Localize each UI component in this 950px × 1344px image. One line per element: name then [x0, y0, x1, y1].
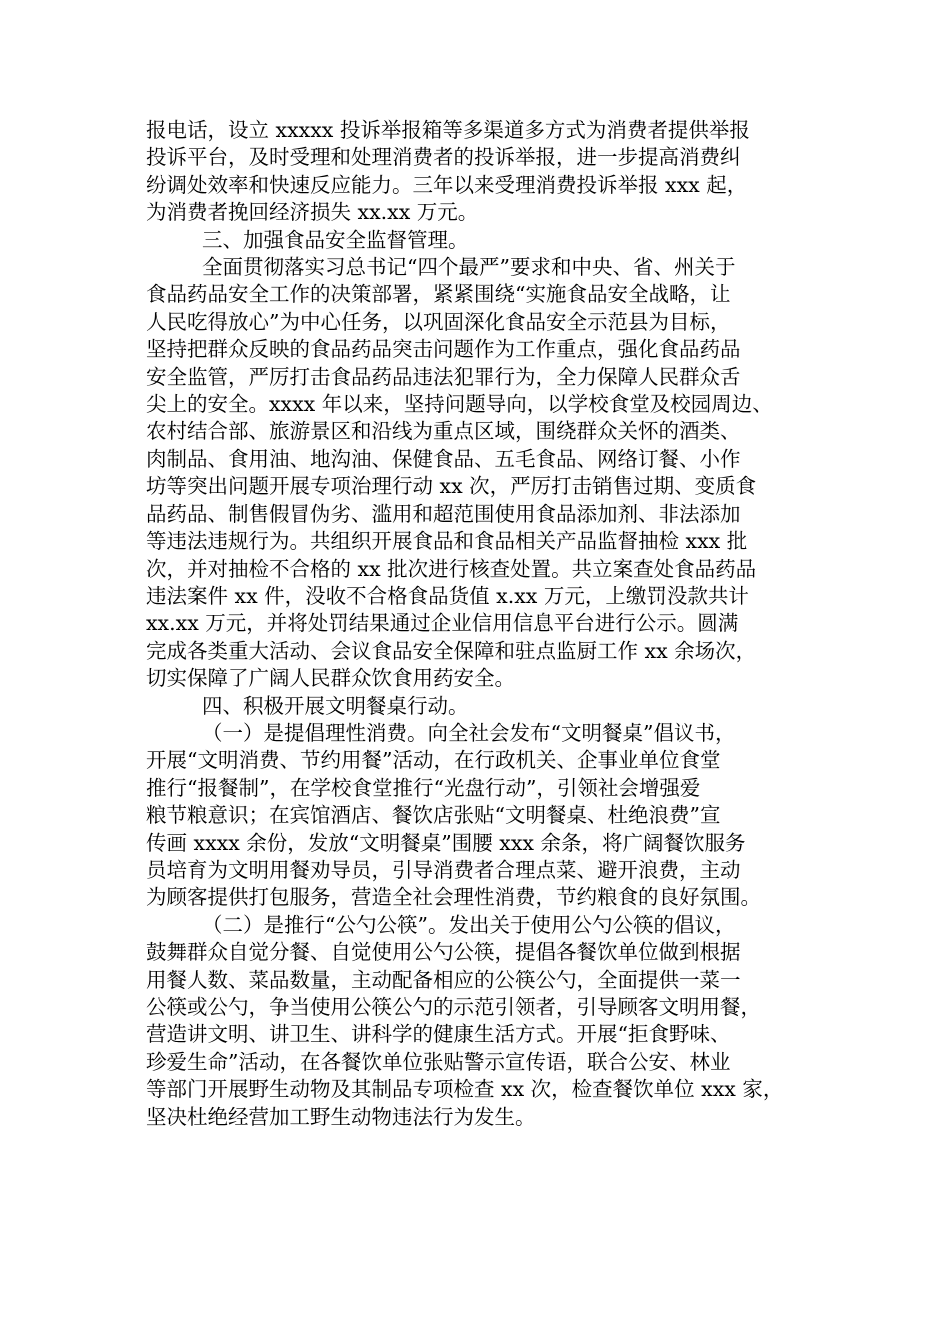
text-line: 农村结合部、旅游景区和沿线为重点区域，围绕群众关怀的酒类、 [146, 419, 741, 444]
text-line: 完成各类重大活动、会议食品安全保障和驻点监厨工作 xx 余场次， [146, 638, 757, 663]
paragraph-first-line: （二）是推行“公勺公筷”。发出关于使用公勺公筷的倡议， [202, 912, 736, 937]
text-line: 品药品、制售假冒伪劣、滥用和超范围使用食品添加剂、非法添加 [146, 501, 741, 526]
text-line: 违法案件 xx 件，没收不合格食品货值 x.xx 万元，上缴罚没款共计 [146, 583, 749, 608]
text-line: 公筷或公勺，争当使用公筷公勺的示范引领者，引导顾客文明用餐， [146, 995, 761, 1019]
text-line: 鼓舞群众自觉分餐、自觉使用公勺公筷，提倡各餐饮单位做到根据 [146, 940, 741, 965]
text-line: 食品药品安全工作的决策部署，紧紧围绕“实施食品安全战略，让 [146, 282, 731, 307]
text-line: 粮节粮意识；在宾馆酒店、餐饮店张贴“文明餐桌、杜绝浪费”宣 [146, 803, 721, 828]
text-line: 坚决杜绝经营加工野生动物违法行为发生。 [146, 1104, 536, 1129]
text-line: 人民吃得放心”为中心任务，以巩固深化食品安全示范县为目标， [146, 309, 731, 334]
text-line: 推行“报餐制”，在学校食堂推行“光盘行动”，引领社会增强爱 [146, 775, 701, 800]
text-line: 坚持把群众反映的食品药品突击问题作为工作重点，强化食品药品 [146, 337, 741, 362]
text-line: 肉制品、食用油、地沟油、保健食品、五毛食品、网络订餐、小作 [146, 446, 741, 471]
text-line: 报电话，设立 xxxxx 投诉举报箱等多渠道多方式为消费者提供举报 [146, 118, 750, 142]
text-line: 为消费者挽回经济损失 xx.xx 万元。 [146, 200, 479, 225]
text-line: 开展“文明消费、节约用餐”活动，在行政机关、企事业单位食堂 [146, 748, 721, 773]
text-line: 员培育为文明用餐劝导员，引导消费者合理点菜、避开浪费，主动 [146, 857, 741, 882]
text-line: 珍爱生命”活动，在各餐饮单位张贴警示宣传语，联合公安、林业 [146, 1049, 731, 1074]
text-line: 营造讲文明、讲卫生、讲科学的健康生活方式。开展“拒食野味、 [146, 1022, 731, 1047]
text-line: 次，并对抽检不合格的 xx 批次进行核查处置。共立案查处食品药品 [146, 556, 757, 581]
text-line: 尖上的安全。xxxx 年以来，坚持问题导向，以学校食堂及校园周边、 [146, 392, 773, 417]
text-line: 等部门开展野生动物及其制品专项检查 xx 次，检查餐饮单位 xxx 家， [146, 1077, 784, 1102]
section-heading: 四、积极开展文明餐桌行动。 [202, 693, 469, 718]
document-body [146, 117, 811, 1131]
text-line: 等违法违规行为。共组织开展食品和食品相关产品监督抽检 xxx 批 [146, 529, 748, 554]
section-heading: 三、加强食品安全监督管理。 [202, 227, 469, 252]
paragraph-first-line: （一）是提倡理性消费。向全社会发布“文明餐桌”倡议书， [202, 720, 736, 745]
text-line: 传画 xxxx 余份，发放“文明餐桌”围腰 xxx 余条，将广阔餐饮服务 [146, 830, 746, 855]
text-line: 为顾客提供打包服务，营造全社会理性消费，节约粮食的良好氛围。 [146, 885, 761, 910]
text-line: 投诉平台，及时受理和处理消费者的投诉举报，进一步提高消费纠 [146, 145, 741, 170]
paragraph-first-line: 全面贯彻落实习总书记“四个最严”要求和中央、省、州关于 [202, 255, 736, 280]
text-line: 坊等突出问题开展专项治理行动 xx 次，严厉打击销售过期、变质食 [146, 474, 757, 499]
text-line: 安全监管，严厉打击食品药品违法犯罪行为，全力保障人民群众舌 [146, 364, 741, 389]
text-line: 纷调处效率和快速反应能力。三年以来受理消费投诉举报 xxx 起， [146, 172, 748, 197]
text-line: 切实保障了广阔人民群众饮食用药安全。 [146, 666, 515, 691]
text-line: xx.xx 万元，并将处罚结果通过企业信用信息平台进行公示。圆满 [146, 611, 739, 636]
text-line: 用餐人数、菜品数量，主动配备相应的公筷公勺，全面提供一菜一 [146, 967, 741, 992]
